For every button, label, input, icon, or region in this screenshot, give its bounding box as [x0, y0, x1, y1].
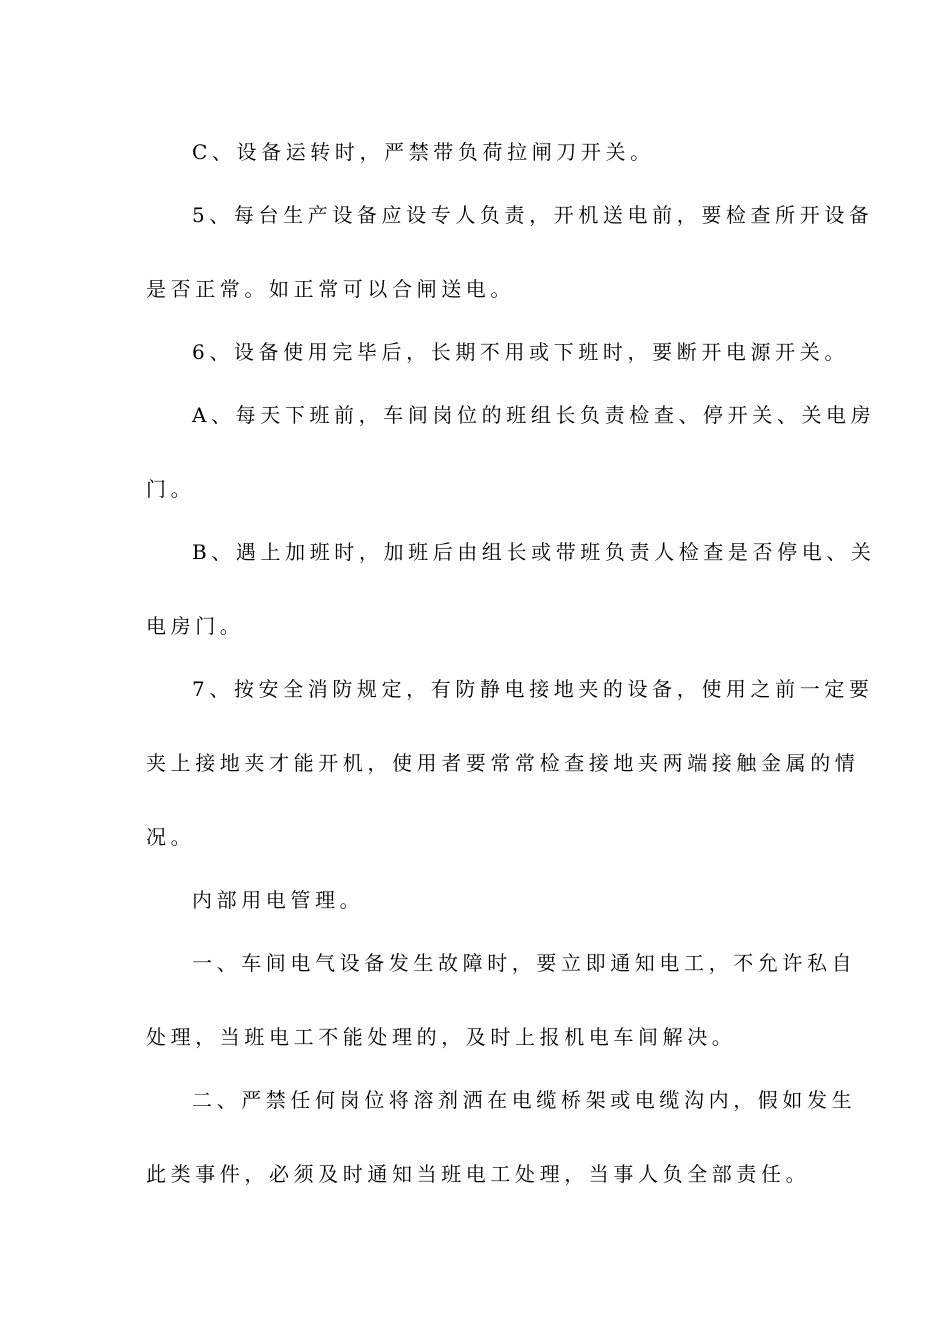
text-line-c-clause: C、设备运转时，严禁带负荷拉闸刀开关。: [192, 140, 655, 164]
text-line-b-clause-cont: 电房门。: [146, 614, 245, 638]
text-line-rule-1-cont: 处理，当班电工不能处理的，及时上报机电车间解决。: [146, 1025, 737, 1049]
text-line-item-7-cont: 夹上接地夹才能开机，使用者要常常检查接地夹两端接触金属的情: [146, 751, 860, 775]
text-line-b-clause: B、遇上加班时，加班后由组长或带班负责人检查是否停电、关: [192, 540, 876, 564]
text-line-rule-1: 一、车间电气设备发生故障时，要立即通知电工，不允许私自: [192, 951, 857, 975]
text-line-a-clause-cont: 门。: [146, 477, 196, 501]
text-line-rule-2-cont: 此类事件，必须及时通知当班电工处理，当事人负全部责任。: [146, 1162, 811, 1186]
section-heading: 内部用电管理。: [192, 888, 365, 912]
text-line-item-7-end: 况。: [146, 825, 196, 849]
text-line-a-clause: A、每天下班前，车间岗位的班组长负责检查、停开关、关电房: [192, 403, 876, 427]
text-line-item-5-cont: 是否正常。如正常可以合闸送电。: [146, 277, 515, 301]
text-line-rule-2: 二、严禁任何岗位将溶剂洒在电缆桥架或电缆沟内，假如发生: [192, 1088, 857, 1112]
text-line-item-7: 7、按安全消防规定，有防静电接地夹的设备，使用之前一定要: [192, 677, 874, 701]
text-line-item-6: 6、设备使用完毕后，长期不用或下班时，要断开电源开关。: [192, 340, 849, 364]
text-line-item-5: 5、每台生产设备应设专人负责，开机送电前，要检查所开设备: [192, 203, 874, 227]
